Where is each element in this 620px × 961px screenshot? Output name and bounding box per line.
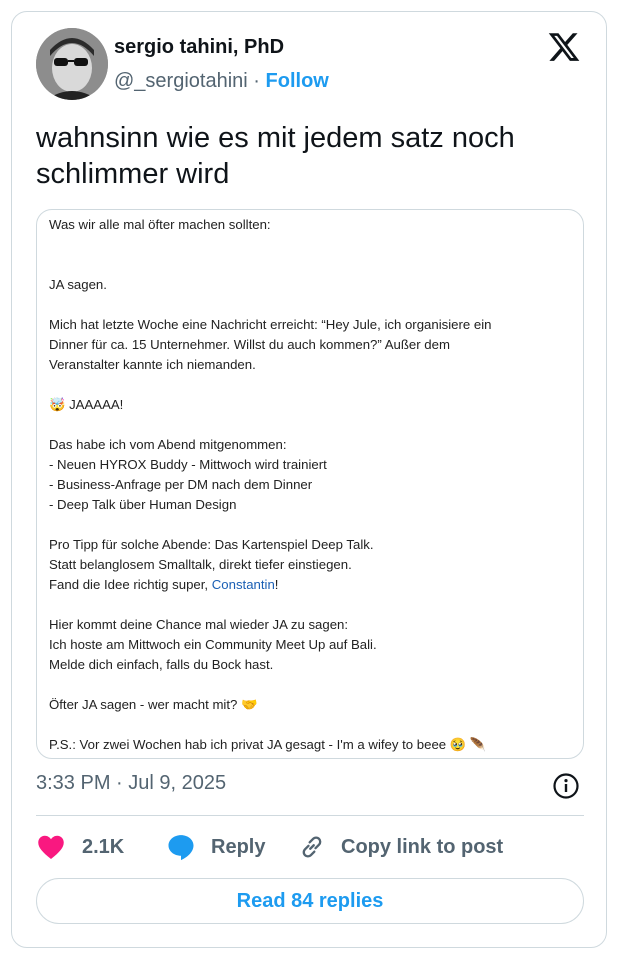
quote-line: Mich hat letzte Woche eine Nachricht erreicht: “Hey Jule, ich organisiere ein	[49, 317, 492, 332]
quote-line: 🤯 JAAAAA!	[49, 397, 124, 412]
quote-line: - Business-Anfrage per DM nach dem Dinner	[49, 477, 313, 492]
quote-line: Statt belanglosem Smalltalk, direkt tiefer einstiegen.	[49, 557, 352, 572]
quote-line	[49, 295, 574, 315]
reply-button[interactable]	[166, 830, 265, 864]
separator-dot: ·	[253, 70, 260, 92]
quote-line: - Neuen HYROX Buddy - Mittwoch wird trainiert	[49, 457, 327, 472]
quote-line: Pro Tipp für solche Abende: Das Kartenspiel Deep Talk.	[49, 537, 374, 552]
tweet-text-line: schlimmer wird	[36, 158, 230, 190]
quote-line: Veranstalter kannte ich niemanden.	[49, 357, 256, 372]
tweet-text	[36, 120, 576, 192]
follow-button[interactable]: Follow	[265, 70, 329, 92]
tweet-text-line: wahnsinn wie es mit jedem satz noch	[36, 122, 515, 154]
mention-suffix: !	[274, 577, 279, 592]
author-name[interactable]: sergio tahini, PhD	[114, 36, 285, 58]
quote-line: Das habe ich vom Abend mitgenommen:	[49, 437, 287, 452]
action-bar	[36, 830, 584, 864]
link-icon	[298, 833, 326, 861]
quote-line	[49, 255, 574, 275]
quote-line: Dinner für ca. 15 Unternehmer. Willst du auch kommen?” Außer dem	[49, 337, 450, 352]
reply-bubble-icon	[166, 832, 196, 862]
read-replies-button[interactable]: Read 84 replies	[36, 878, 584, 924]
quote-line: JA sagen.	[49, 277, 107, 292]
quote-line	[49, 675, 574, 695]
x-logo-icon[interactable]	[547, 30, 581, 64]
like-count: 2.1K	[82, 835, 125, 858]
avatar-image	[36, 28, 108, 100]
reply-label: Reply	[211, 835, 266, 858]
quote-line	[49, 375, 574, 395]
quote-line	[49, 715, 574, 735]
quote-line: Öfter JA sagen - wer macht mit? 🤝	[49, 697, 258, 712]
copy-link-button[interactable]	[298, 830, 503, 864]
quote-line: Was wir alle mal öfter machen sollten:	[49, 217, 271, 232]
mention-link[interactable]: Constantin	[211, 577, 275, 592]
quote-line: P.S.: Vor zwei Wochen hab ich privat JA gesagt - I'm a wifey to beee 🥹 🪶	[49, 737, 487, 752]
quote-line: - Deep Talk über Human Design	[49, 497, 237, 512]
avatar[interactable]	[36, 28, 108, 100]
quote-line-with-mention	[49, 575, 574, 595]
copy-link-label: Copy link to post	[341, 835, 504, 858]
heart-icon	[36, 832, 66, 862]
divider	[36, 815, 584, 816]
like-button[interactable]	[36, 830, 124, 864]
quote-line: Hier kommt deine Chance mal wieder JA zu sagen:	[49, 617, 349, 632]
quoted-image[interactable]	[36, 209, 584, 759]
timestamp[interactable]: 3:33 PM · Jul 9, 2025	[36, 772, 227, 794]
author-handle[interactable]: @_sergiotahini	[114, 70, 248, 92]
quote-line-text: Fand die Idee richtig super,	[49, 577, 212, 592]
author-handle-row	[114, 70, 329, 93]
quote-line	[49, 515, 574, 535]
quote-line	[49, 235, 574, 255]
info-icon[interactable]	[552, 772, 580, 800]
quote-line	[49, 415, 574, 435]
quote-line: Melde dich einfach, falls du Bock hast.	[49, 657, 274, 672]
quoted-text-block	[49, 215, 574, 755]
quote-line: Ich hoste am Mittwoch ein Community Meet Up auf Bali.	[49, 637, 377, 652]
quote-line	[49, 595, 574, 615]
